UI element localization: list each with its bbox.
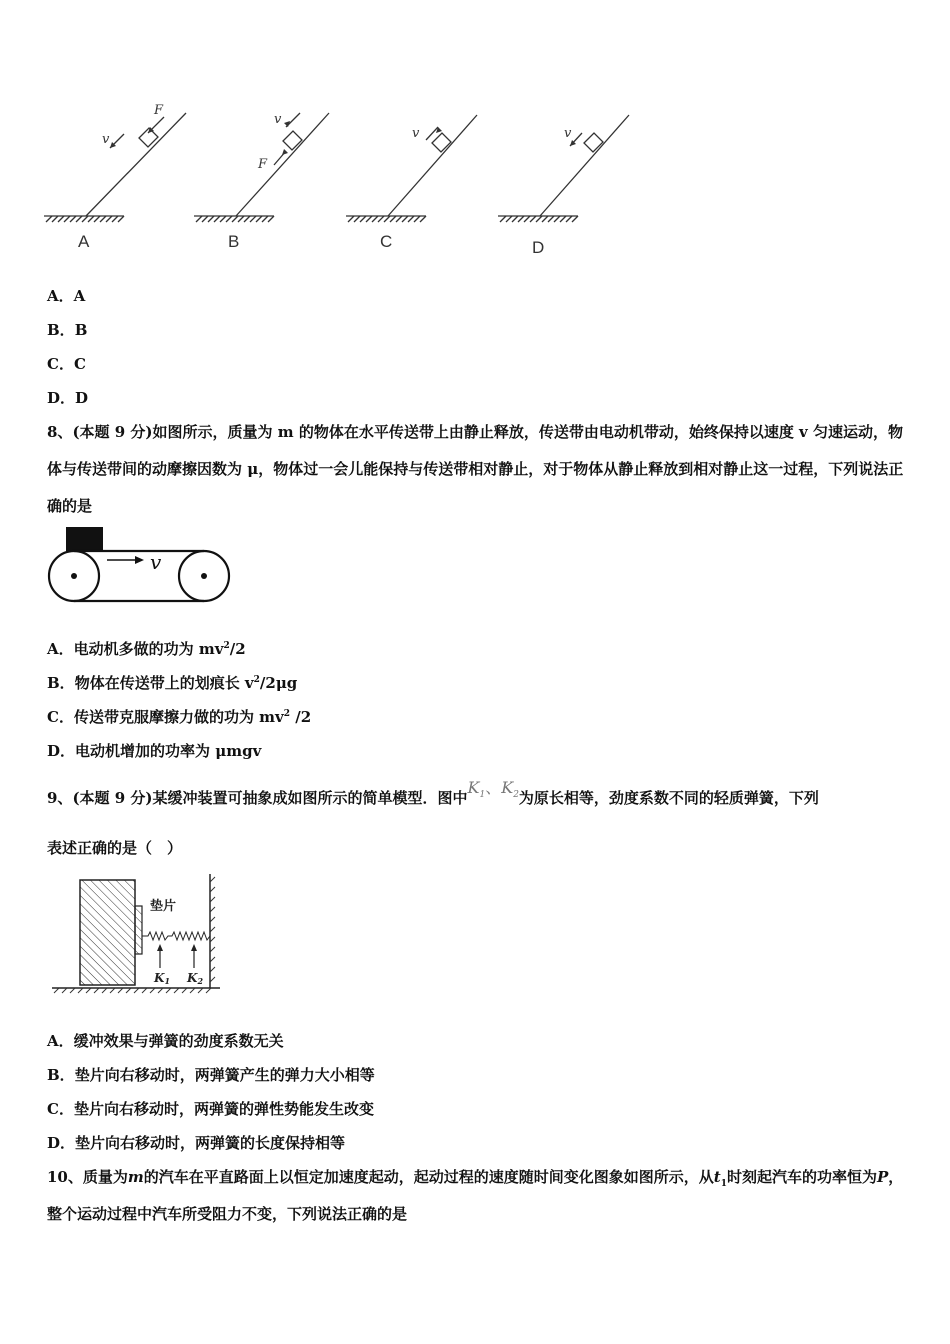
option-b: B．垫片向右移动时，两弹簧产生的弹力大小相等	[47, 1066, 375, 1084]
velocity-label: v	[412, 126, 420, 141]
velocity-label: v	[102, 132, 110, 147]
k1-label: K1	[154, 971, 171, 986]
velocity-label: v	[150, 550, 162, 574]
incline-figure-a	[40, 95, 190, 255]
pad-label: 垫片	[150, 899, 177, 914]
option-c: C．垫片向右移动时，两弹簧的弹性势能发生改变	[47, 1100, 374, 1118]
option-d: D．电动机增加的功率为 μmgv	[47, 742, 262, 760]
option-b: B．B	[47, 321, 88, 339]
option-b: B．物体在传送带上的划痕长 $v^2/2\mu g$	[47, 674, 298, 692]
velocity-label: v	[274, 112, 282, 127]
velocity-label: v	[564, 126, 572, 141]
question-9-stem: 9、(本题 9 分)某缓冲装置可抽象成如图所示的简单模型．图中$K_1$、$K_2$为原长相等，劲度系数不同的轻质弹簧，下列	[47, 778, 819, 807]
question-10-stem: 10、质量为m的汽车在平直路面上以恒定加速度起动，起动过程的速度随时间变化图象如图所示，从$t_1$时刻起汽车的功率恒为P，整个运动过程中汽车所受阻力不变，下列说法正确的是	[47, 1168, 904, 1223]
k2-label: K2	[187, 971, 204, 986]
option-d: D．垫片向右移动时，两弹簧的长度保持相等	[47, 1134, 346, 1152]
question-8-stem: 8、(本题 9 分)如图所示，质量为 m 的物体在水平传送带上由静止释放，传送带由电动机带动，始终保持以速度 v 匀速运动，物体与传送带间的动摩擦因数为 μ，物体过一会儿能保持与传送带相对静止，对于物体从静止释放到相对静止这一过程，下列说法正确的是	[47, 423, 904, 515]
incline-figure-b	[190, 95, 340, 255]
option-d: D．D	[47, 389, 89, 407]
conveyor-belt-figure	[44, 524, 236, 608]
figure-label: A	[78, 232, 90, 251]
option-a: A．缓冲效果与弹簧的劲度系数无关	[47, 1032, 284, 1050]
figure-label: C	[380, 232, 393, 251]
incline-figure-c	[342, 95, 492, 255]
incline-figure-d	[494, 95, 644, 260]
option-a: A．电动机多做的功为 $mv^2/2$	[47, 640, 246, 658]
option-c: C．传送带克服摩擦力做的功为 $mv^2$ /2	[47, 708, 312, 726]
option-c: C．C	[47, 355, 86, 373]
force-label: F	[258, 157, 268, 172]
option-a: A．A	[47, 287, 86, 305]
buffer-device-figure	[48, 872, 228, 996]
force-label: F	[154, 103, 164, 118]
question-9-stem-line2: 表述正确的是（ ）	[47, 839, 183, 857]
figure-label: B	[228, 232, 240, 251]
figure-label: D	[532, 238, 545, 257]
